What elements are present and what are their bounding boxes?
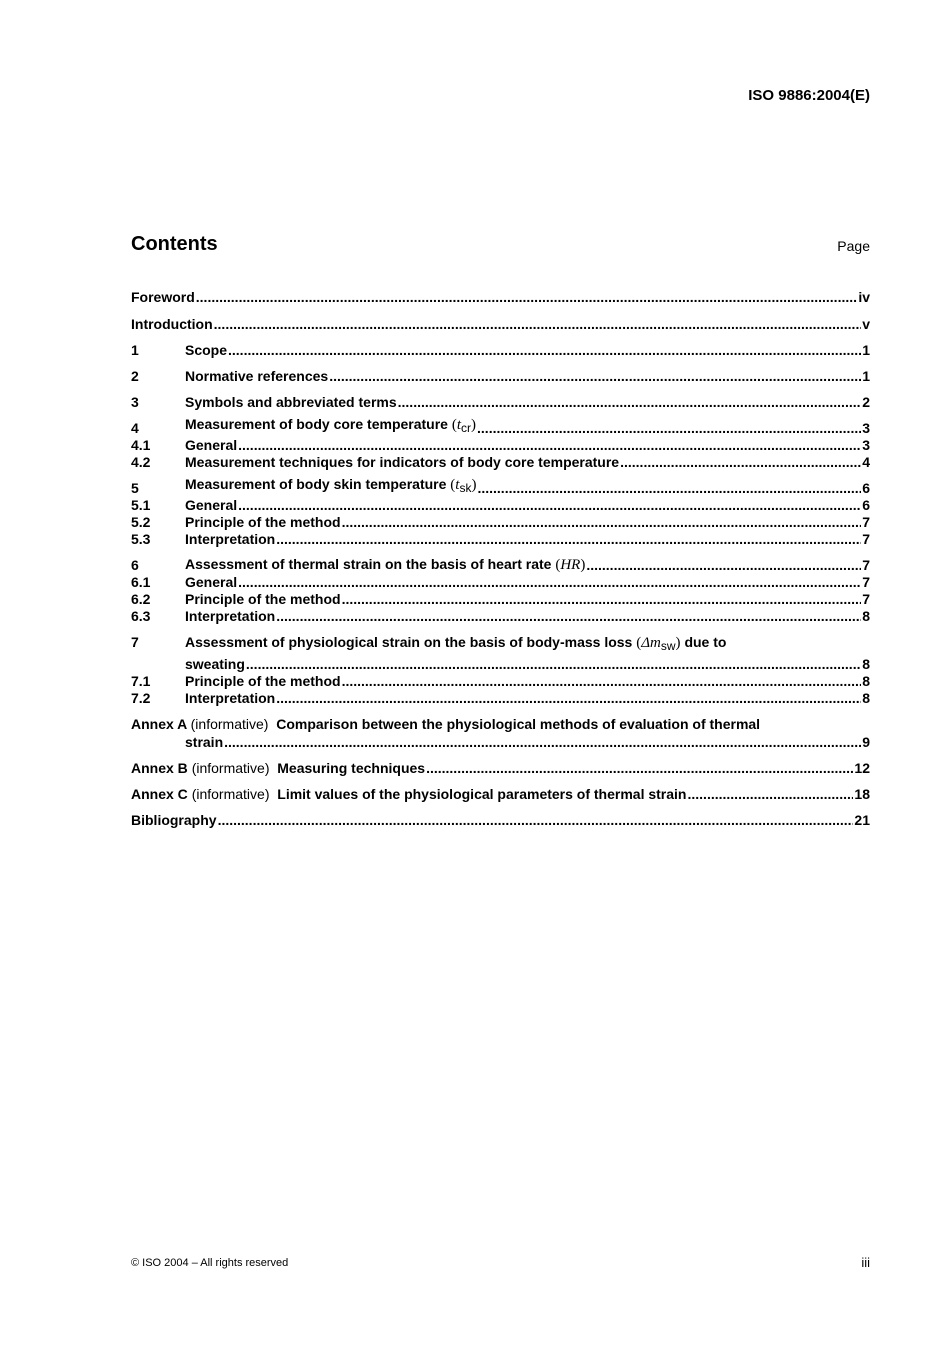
annex-label: Annex C xyxy=(131,786,188,802)
paren-open: ( xyxy=(636,635,642,651)
dot-leader xyxy=(477,480,861,497)
dot-leader xyxy=(342,591,862,608)
toc-title: Measurement techniques for indicators of body core temperature xyxy=(185,454,620,470)
toc-number: 6.2 xyxy=(131,591,151,607)
toc-number: 5.1 xyxy=(131,497,151,513)
toc-page: 7 xyxy=(862,531,870,547)
dot-leader xyxy=(342,514,862,531)
toc-entry-5-3[interactable] xyxy=(131,531,870,548)
toc-title xyxy=(131,786,687,803)
dot-leader xyxy=(329,368,861,385)
dot-leader xyxy=(238,497,861,514)
toc-entry-7-2[interactable] xyxy=(131,690,870,707)
toc-number: 7.1 xyxy=(131,673,151,689)
dot-leader xyxy=(228,342,861,359)
toc-page: 3 xyxy=(862,437,870,453)
toc-title: Principle of the method xyxy=(185,514,341,530)
toc-title-text: Measurement of body skin temperature xyxy=(185,476,447,492)
dot-leader xyxy=(238,437,861,454)
subscript: sw xyxy=(660,639,676,653)
toc-page: 8 xyxy=(862,673,870,689)
paren-open: ( xyxy=(555,557,561,573)
toc-title: General xyxy=(185,437,238,453)
toc-title-continuation: sweating xyxy=(185,656,245,672)
toc-page: 21 xyxy=(854,812,870,828)
symbol: t xyxy=(456,417,462,433)
toc-page: 1 xyxy=(862,342,870,358)
toc-page: 8 xyxy=(862,656,870,672)
toc-entry-6-2[interactable] xyxy=(131,591,870,608)
subscript: cr xyxy=(461,421,472,435)
symbol: t xyxy=(455,477,460,493)
toc-number: 2 xyxy=(131,368,139,384)
toc-number: 6.1 xyxy=(131,574,151,590)
contents-heading: Contents xyxy=(131,233,218,255)
toc-number: 5.3 xyxy=(131,531,151,547)
toc-page: 6 xyxy=(862,480,870,496)
dot-leader xyxy=(238,574,861,591)
toc-page: 7 xyxy=(862,574,870,590)
annex-label: Annex A xyxy=(131,716,187,732)
paren-open: ( xyxy=(451,417,457,433)
toc-title: Interpretation xyxy=(185,608,276,624)
toc-entry-annex-b[interactable] xyxy=(131,760,870,777)
toc-title-text: Limit values of the physiological parameters of thermal strain xyxy=(277,786,687,802)
toc-number: 4 xyxy=(131,420,139,436)
toc-title-after: due to xyxy=(684,634,727,650)
toc-title: Interpretation xyxy=(185,531,276,547)
toc-entry-4-1[interactable] xyxy=(131,437,870,454)
toc-entry-4[interactable] xyxy=(131,416,870,437)
toc-title xyxy=(185,556,585,574)
subscript: sk xyxy=(459,481,472,495)
copyright-notice: © ISO 2004 – All rights reserved xyxy=(131,1257,289,1269)
toc-entry-annex-c[interactable] xyxy=(131,786,870,803)
toc-entry-bibliography[interactable] xyxy=(131,812,870,829)
toc-title-continuation: strain xyxy=(185,734,224,750)
dot-leader xyxy=(477,420,861,437)
toc-number: 7 xyxy=(131,634,139,650)
toc-page: 12 xyxy=(854,760,870,776)
toc-entry-annex-a[interactable] xyxy=(131,716,870,733)
table-of-contents xyxy=(131,289,870,829)
dot-leader xyxy=(688,786,854,803)
toc-page: v xyxy=(862,316,870,332)
toc-title xyxy=(185,416,476,437)
paren-close: ) xyxy=(471,417,477,433)
toc-entry-5-1[interactable] xyxy=(131,497,870,514)
symbol: Δm xyxy=(641,635,661,651)
toc-number: 5 xyxy=(131,480,139,496)
toc-title: General xyxy=(185,574,238,590)
dot-leader xyxy=(342,673,862,690)
toc-entry-6-3[interactable] xyxy=(131,608,870,625)
dot-leader xyxy=(276,608,861,625)
toc-entry-7-1[interactable] xyxy=(131,673,870,690)
document-id: ISO 9886:2004(E) xyxy=(748,87,870,104)
toc-title: Symbols and abbreviated terms xyxy=(185,394,397,410)
toc-title-text: Assessment of physiological strain on the basis of body-mass loss xyxy=(185,634,633,650)
toc-title: Principle of the method xyxy=(185,591,341,607)
toc-number: 6.3 xyxy=(131,608,151,624)
toc-page: 4 xyxy=(862,454,870,470)
paren-close: ) xyxy=(471,477,477,493)
toc-number: 3 xyxy=(131,394,139,410)
annex-type: (informative) xyxy=(191,786,270,802)
toc-title xyxy=(185,634,726,651)
toc-title-text: Measurement of body core temperature xyxy=(185,416,448,432)
toc-number: 1 xyxy=(131,342,139,358)
paren-close: ) xyxy=(675,635,681,651)
dot-leader xyxy=(426,760,853,777)
toc-page: 6 xyxy=(862,497,870,513)
toc-entry-5-2[interactable] xyxy=(131,514,870,531)
toc-page: 2 xyxy=(862,394,870,410)
toc-page: 7 xyxy=(862,514,870,530)
page-number: iii xyxy=(861,1255,870,1270)
page-column-label: Page xyxy=(837,238,870,254)
toc-title xyxy=(131,716,760,733)
dot-leader xyxy=(214,316,862,333)
toc-number: 6 xyxy=(131,557,139,573)
toc-title: Bibliography xyxy=(131,812,217,828)
toc-title: Scope xyxy=(185,342,228,358)
toc-title: Interpretation xyxy=(185,690,276,706)
toc-title xyxy=(185,476,476,497)
toc-page: 3 xyxy=(862,420,870,436)
toc-title-text: Assessment of thermal strain on the basis of heart rate xyxy=(185,556,552,572)
dot-leader xyxy=(398,394,862,411)
toc-page: 9 xyxy=(862,734,870,750)
toc-number: 4.1 xyxy=(131,437,151,453)
toc-number: 4.2 xyxy=(131,454,151,470)
toc-title-text: Measuring techniques xyxy=(277,760,426,776)
toc-title: General xyxy=(185,497,238,513)
toc-title: Normative references xyxy=(185,368,329,384)
dot-leader xyxy=(620,454,861,471)
toc-entry-3[interactable] xyxy=(131,394,870,411)
toc-entry-foreword[interactable] xyxy=(131,289,870,306)
toc-entry-4-2[interactable] xyxy=(131,454,870,471)
toc-page: 7 xyxy=(862,591,870,607)
toc-title-text: Comparison between the physiological methods of evaluation of thermal xyxy=(276,716,761,732)
dot-leader xyxy=(224,734,861,751)
toc-entry-6-1[interactable] xyxy=(131,574,870,591)
dot-leader xyxy=(276,531,861,548)
toc-page: 1 xyxy=(862,368,870,384)
dot-leader xyxy=(276,690,861,707)
toc-title xyxy=(131,760,425,777)
symbol: HR xyxy=(560,557,581,573)
toc-entry-5[interactable] xyxy=(131,476,870,497)
toc-entry-introduction[interactable] xyxy=(131,316,870,333)
toc-page: 7 xyxy=(862,557,870,573)
toc-page: 8 xyxy=(862,608,870,624)
dot-leader xyxy=(586,557,861,574)
toc-title: Principle of the method xyxy=(185,673,341,689)
toc-title: Introduction xyxy=(131,316,213,332)
toc-page: 18 xyxy=(854,786,870,802)
annex-type: (informative) xyxy=(190,716,269,732)
dot-leader xyxy=(196,289,858,306)
toc-page: 8 xyxy=(862,690,870,706)
paren-open: ( xyxy=(450,477,456,493)
toc-page: iv xyxy=(858,289,870,305)
annex-label: Annex B xyxy=(131,760,188,776)
toc-entry-6[interactable] xyxy=(131,557,870,574)
toc-entry-7[interactable] xyxy=(131,634,870,651)
toc-entry-1[interactable] xyxy=(131,342,870,359)
toc-entry-2[interactable] xyxy=(131,368,870,385)
toc-entry-7-continuation[interactable] xyxy=(131,656,870,673)
toc-number: 5.2 xyxy=(131,514,151,530)
toc-entry-annex-a-continuation[interactable] xyxy=(131,734,870,751)
dot-leader xyxy=(218,812,854,829)
dot-leader xyxy=(246,656,861,673)
annex-type: (informative) xyxy=(191,760,270,776)
toc-title: Foreword xyxy=(131,289,195,305)
paren-close: ) xyxy=(580,557,586,573)
toc-number: 7.2 xyxy=(131,690,151,706)
